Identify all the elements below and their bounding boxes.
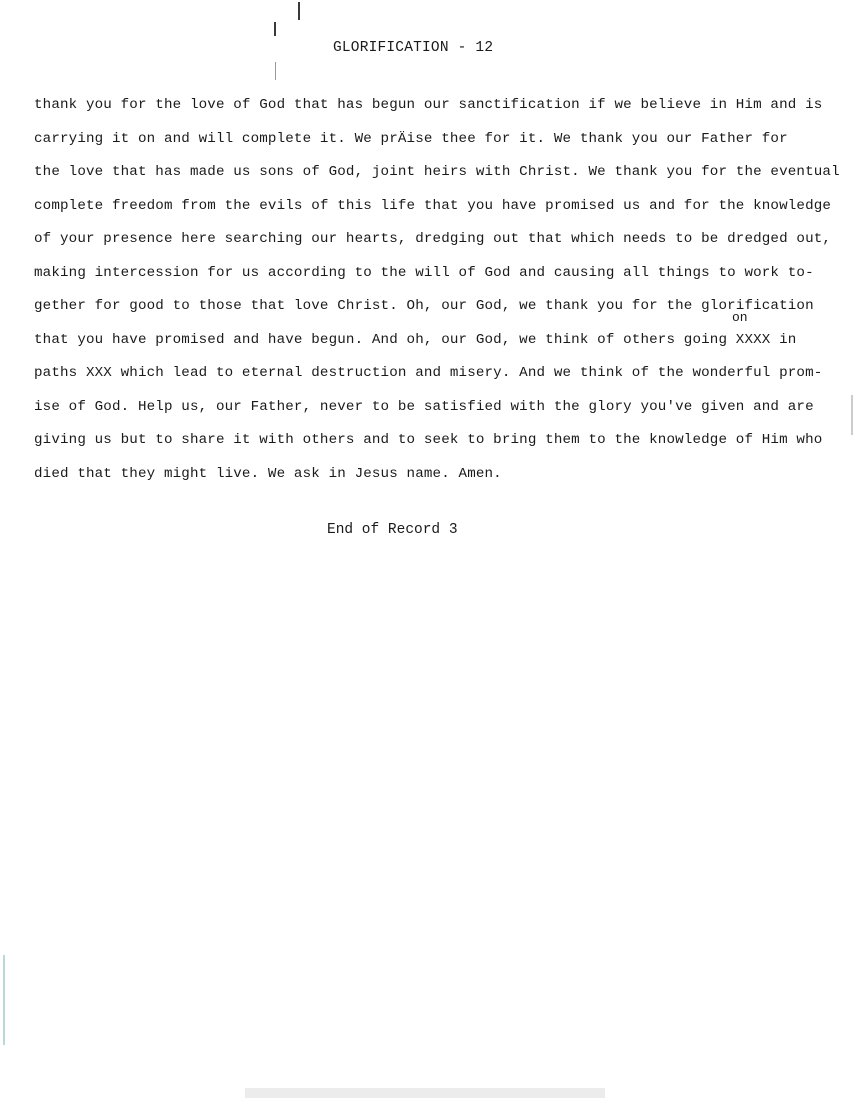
page-header: GLORIFICATION - 12 xyxy=(333,40,494,56)
interlinear-insert: on xyxy=(732,310,748,325)
ink-mark xyxy=(274,22,276,36)
body-text xyxy=(34,89,840,491)
ink-mark xyxy=(275,62,276,80)
text-line: making intercession for us according to the will of God and causing all things to work to- xyxy=(34,264,814,281)
page-footer: End of Record 3 xyxy=(327,522,458,538)
ink-mark xyxy=(298,2,300,20)
edge-mark xyxy=(3,955,5,1045)
text-line: of your presence here searching our hearts, dredging out that which needs to be dredged out, xyxy=(34,231,832,247)
text-line: paths XXX which lead to eternal destruction and misery. And we think of the wonderful prom- xyxy=(34,365,823,381)
text-line: died that they might live. We ask in Jesus name. Amen. xyxy=(34,465,502,482)
text-line: thank you for the love of God that has begun our sanctification if we believe in Him and is xyxy=(34,97,823,113)
text-line: giving us but to share it with others and to seek to bring them to the knowledge of Him who xyxy=(34,432,823,448)
text-line: that you have promised and have begun. And oh, our God, we think of others going XXXX in xyxy=(34,331,797,348)
text-line: carrying it on and will complete it. We prÄise thee for it. We thank you our Father for xyxy=(34,130,788,147)
text-line: complete freedom from the evils of this life that you have promised us and for the knowledge xyxy=(34,197,832,214)
text-line: gether for good to those that love Christ. Oh, our God, we thank you for the glorification xyxy=(34,298,814,314)
text-line: the love that has made us sons of God, joint heirs with Christ. We thank you for the eventual xyxy=(34,164,840,180)
text-line: ise of God. Help us, our Father, never to be satisfied with the glory you've given and are xyxy=(34,398,814,415)
scan-smudge xyxy=(245,1088,605,1098)
edge-mark xyxy=(851,395,853,435)
